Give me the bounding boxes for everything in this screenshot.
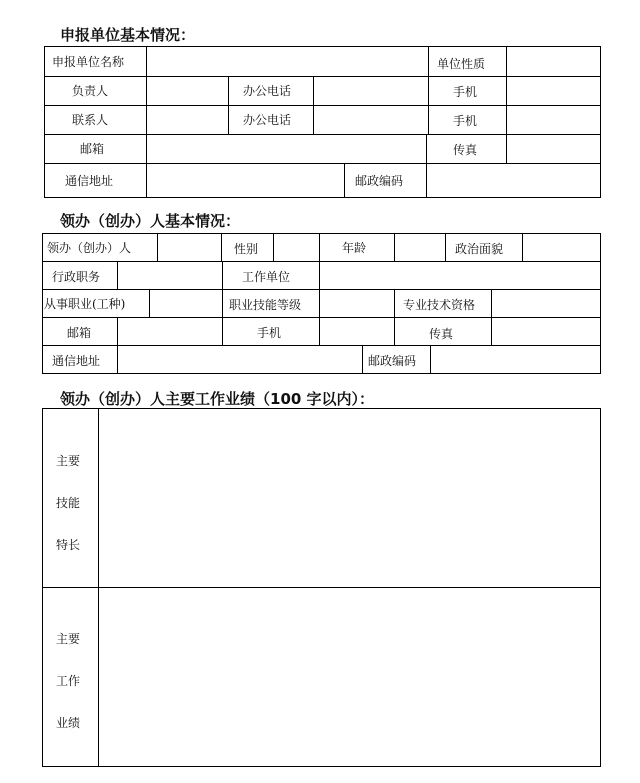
founder-fax-field[interactable] xyxy=(492,318,600,345)
achievements-label-1: 主要 xyxy=(56,632,81,646)
label-admin-post: 行政职务 xyxy=(52,270,101,284)
skills-field[interactable] xyxy=(99,409,600,587)
section1-title: 申报单位基本情况： xyxy=(60,26,196,44)
label-mobile: 手机 xyxy=(453,85,478,99)
founder-email-field[interactable] xyxy=(118,318,222,345)
label-founder-fax: 传真 xyxy=(429,327,454,341)
label-skill-level: 职业技能等级 xyxy=(229,298,302,312)
label-fax: 传真 xyxy=(453,143,478,157)
skill-level-field[interactable] xyxy=(320,290,394,317)
label-age: 年龄 xyxy=(342,241,367,255)
label-gender: 性别 xyxy=(234,242,259,256)
label-founder-mobile: 手机 xyxy=(257,326,282,340)
label-founder-postcode: 邮政编码 xyxy=(368,354,417,368)
leader-mobile-field[interactable] xyxy=(507,77,600,105)
skills-label-1: 主要 xyxy=(56,454,81,468)
tech-qual-field[interactable] xyxy=(492,290,600,317)
label-postcode: 邮政编码 xyxy=(355,174,404,188)
leader-office-phone-field[interactable] xyxy=(314,77,428,105)
label-founder-email: 邮箱 xyxy=(67,326,92,340)
unit-fax-field[interactable] xyxy=(507,135,600,163)
occupation-field[interactable] xyxy=(150,290,222,317)
section3-title: 领办（创办）人主要工作业绩（100 字以内）： xyxy=(60,390,375,408)
achievements-label-3: 业绩 xyxy=(56,716,81,730)
founder-mobile-field[interactable] xyxy=(320,318,394,345)
label-occupation: 从事职业(工种) xyxy=(44,297,126,311)
work-unit-field[interactable] xyxy=(320,262,600,289)
label-founder-address: 通信地址 xyxy=(52,354,101,368)
label-tech-qual: 专业技术资格 xyxy=(403,298,476,312)
contact-office-phone-field[interactable] xyxy=(314,106,428,134)
skills-label-2: 技能 xyxy=(56,496,81,510)
achievements-field[interactable] xyxy=(99,588,600,766)
achievements-label-2: 工作 xyxy=(56,674,81,688)
label-unit-nature: 单位性质 xyxy=(437,57,486,71)
label-leader: 负责人 xyxy=(72,84,109,98)
unit-postcode-field[interactable] xyxy=(427,164,600,197)
admin-post-field[interactable] xyxy=(118,262,222,289)
contact-mobile-field[interactable] xyxy=(507,106,600,134)
unit-name-field[interactable] xyxy=(147,47,427,76)
label-unit-name: 申报单位名称 xyxy=(52,55,125,69)
label-office-phone: 办公电话 xyxy=(243,84,292,98)
label-founder: 领办（创办）人 xyxy=(47,241,132,255)
gender-field[interactable] xyxy=(274,234,319,261)
founder-address-field[interactable] xyxy=(118,346,362,373)
skills-label-3: 特长 xyxy=(56,538,81,552)
label-office-phone-2: 办公电话 xyxy=(243,113,292,127)
label-address: 通信地址 xyxy=(65,174,114,188)
label-contact: 联系人 xyxy=(72,113,109,127)
label-email: 邮箱 xyxy=(80,142,105,156)
unit-address-field[interactable] xyxy=(147,164,344,197)
unit-email-field[interactable] xyxy=(147,135,426,163)
unit-nature-field[interactable] xyxy=(507,47,600,76)
label-work-unit: 工作单位 xyxy=(242,270,291,284)
section2-title: 领办（创办）人基本情况： xyxy=(60,212,241,230)
political-field[interactable] xyxy=(523,234,600,261)
founder-postcode-field[interactable] xyxy=(431,346,600,373)
age-field[interactable] xyxy=(395,234,445,261)
label-political: 政治面貌 xyxy=(455,242,504,256)
leader-field[interactable] xyxy=(147,77,228,105)
contact-field[interactable] xyxy=(147,106,228,134)
label-mobile-2: 手机 xyxy=(453,114,478,128)
founder-name-field[interactable] xyxy=(158,234,221,261)
